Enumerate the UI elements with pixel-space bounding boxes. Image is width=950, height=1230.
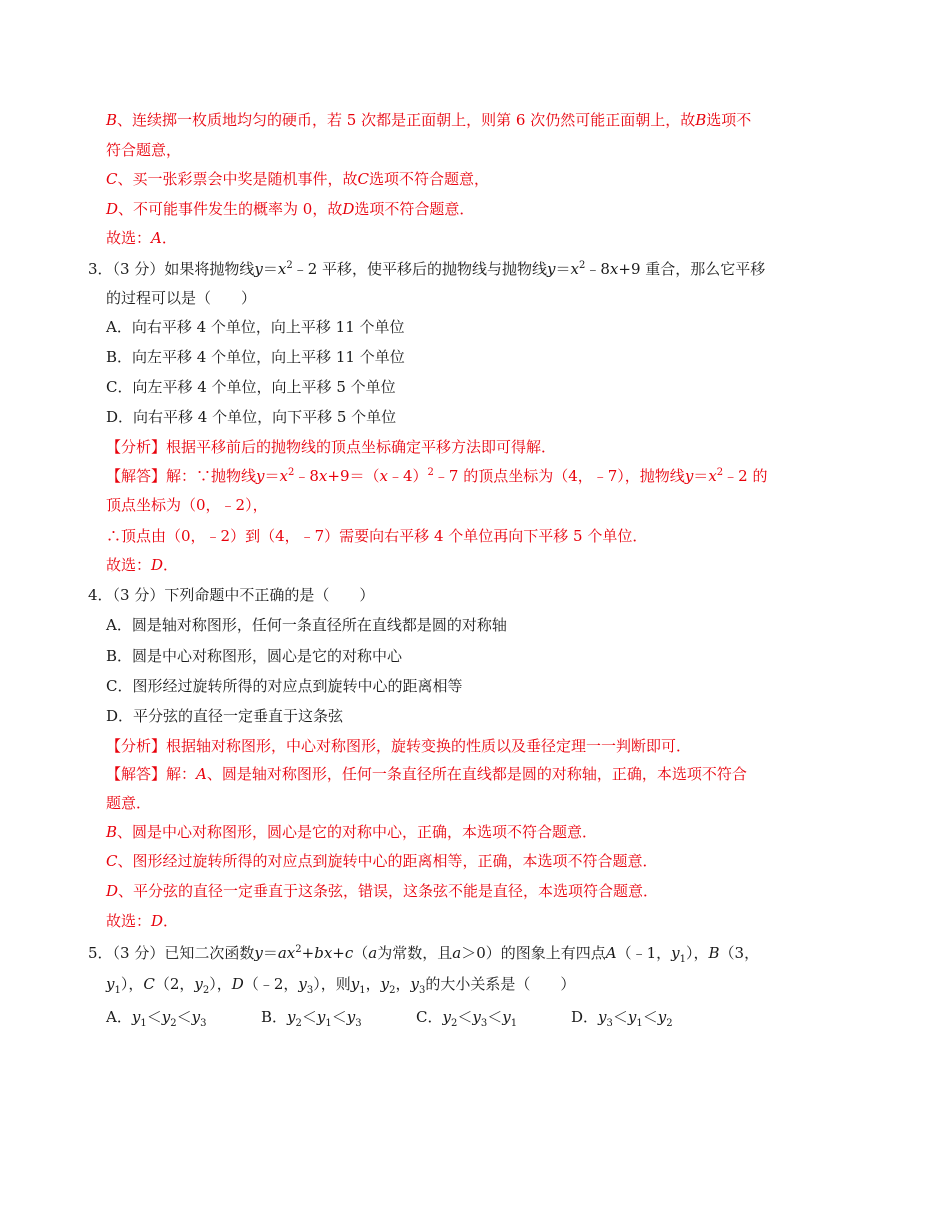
- q3-answer-line1: 【解答】解：∵抛物线$y=x^2﹣8x+9=(x﹣4)^2﹣7$ 的顶点坐标为（4，﹣7），抛物线$y=x^2﹣2$ 的: [106, 467, 768, 485]
- q3-choice: 故选：D．: [106, 556, 179, 574]
- q2-choice: 故选：A．: [106, 229, 177, 247]
- q4-answer-line2: 题意．: [106, 794, 152, 812]
- q4-answer-d: D、平分弦的直径一定垂直于这条弦，错误，这条弦不能是直径，本选项符合题意．: [106, 882, 659, 900]
- q5-options: [106, 1007, 866, 1027]
- q3-answer-line3: ∴顶点由（0，﹣2）到（4，﹣7）需要向右平移 4 个单位再向下平移 5 个单位．: [106, 527, 648, 545]
- q2-b-line1: B、连续掷一枚质地均匀的硬币，若 5 次都是正面朝上，则第 6 次仍然可能正面朝上，故B选项不: [106, 111, 752, 129]
- q3-option-a: A．向右平移 4 个单位，向上平移 11 个单位: [106, 318, 405, 336]
- q5-option-b: B．$y_2<y_1<y_3$: [261, 1008, 362, 1029]
- q4-answer-line1: 【解答】解：A、圆是轴对称图形，任何一条直径所在直线都是圆的对称轴，正确，本选项不符合: [106, 765, 747, 783]
- q3-stem-line2: 的过程可以是（ ）: [106, 289, 257, 307]
- q4-choice: 故选：D．: [106, 912, 179, 930]
- q5-option-a: A．$y_1<y_2<y_3$: [106, 1008, 207, 1029]
- q5-option-c: C．$y_2<y_3<y_1$: [416, 1008, 518, 1029]
- q3-option-c: C．向左平移 4 个单位，向上平移 5 个单位: [106, 378, 396, 396]
- q4-option-c: C．图形经过旋转所得的对应点到旋转中心的距离相等: [106, 677, 463, 695]
- q2-c-line: C、买一张彩票会中奖是随机事件，故C选项不符合题意，: [106, 170, 489, 188]
- q5-stem: 5．（3 分）已知二次函数$y=ax^2+bx+c(a$为常数，且a＞0）的图象上有四点A（﹣1，$y_1$），B（3，: [88, 944, 760, 965]
- q3-stem: 3．（3 分）如果将抛物线$y=x^2﹣2$ 平移，使平移后的抛物线与抛物线$y=x^2﹣8x+9$ 重合，那么它平移: [88, 260, 766, 278]
- q3-option-d: D．向右平移 4 个单位，向下平移 5 个单位: [106, 408, 397, 426]
- q3-answer-line2: 顶点坐标为（0，﹣2），: [106, 496, 268, 514]
- q2-b-line2: 符合题意，: [106, 141, 182, 159]
- q3-analysis: 【分析】根据平移前后的抛物线的顶点坐标确定平移方法即可得解．: [106, 438, 557, 456]
- q4-option-a: A．圆是轴对称图形，任何一条直径所在直线都是圆的对称轴: [106, 616, 507, 634]
- q4-answer-b: B、圆是中心对称图形，圆心是它的对称中心，正确，本选项不符合题意．: [106, 823, 598, 841]
- q5-option-d: D．$y_3<y_1<y_2$: [571, 1008, 673, 1029]
- q4-option-d: D．平分弦的直径一定垂直于这条弦: [106, 707, 344, 725]
- q5-stem-line2: $y_1$），C（2，$y_2$），D（﹣2，$y_3$），则$y_1$，$y_2$，$y_3$的大小关系是（ ）: [106, 975, 576, 996]
- q4-answer-c: C、图形经过旋转所得的对应点到旋转中心的距离相等，正确，本选项不符合题意．: [106, 852, 658, 870]
- q4-analysis: 【分析】根据轴对称图形，中心对称图形，旋转变换的性质以及垂径定理一一判断即可．: [106, 737, 692, 755]
- q2-d-line: D、不可能事件发生的概率为 0，故D选项不符合题意．: [106, 200, 475, 218]
- q3-option-b: B．向左平移 4 个单位，向上平移 11 个单位: [106, 348, 405, 366]
- q4-stem: 4．（3 分）下列命题中不正确的是（ ）: [88, 586, 375, 604]
- q4-option-b: B．圆是中心对称图形，圆心是它的对称中心: [106, 647, 403, 665]
